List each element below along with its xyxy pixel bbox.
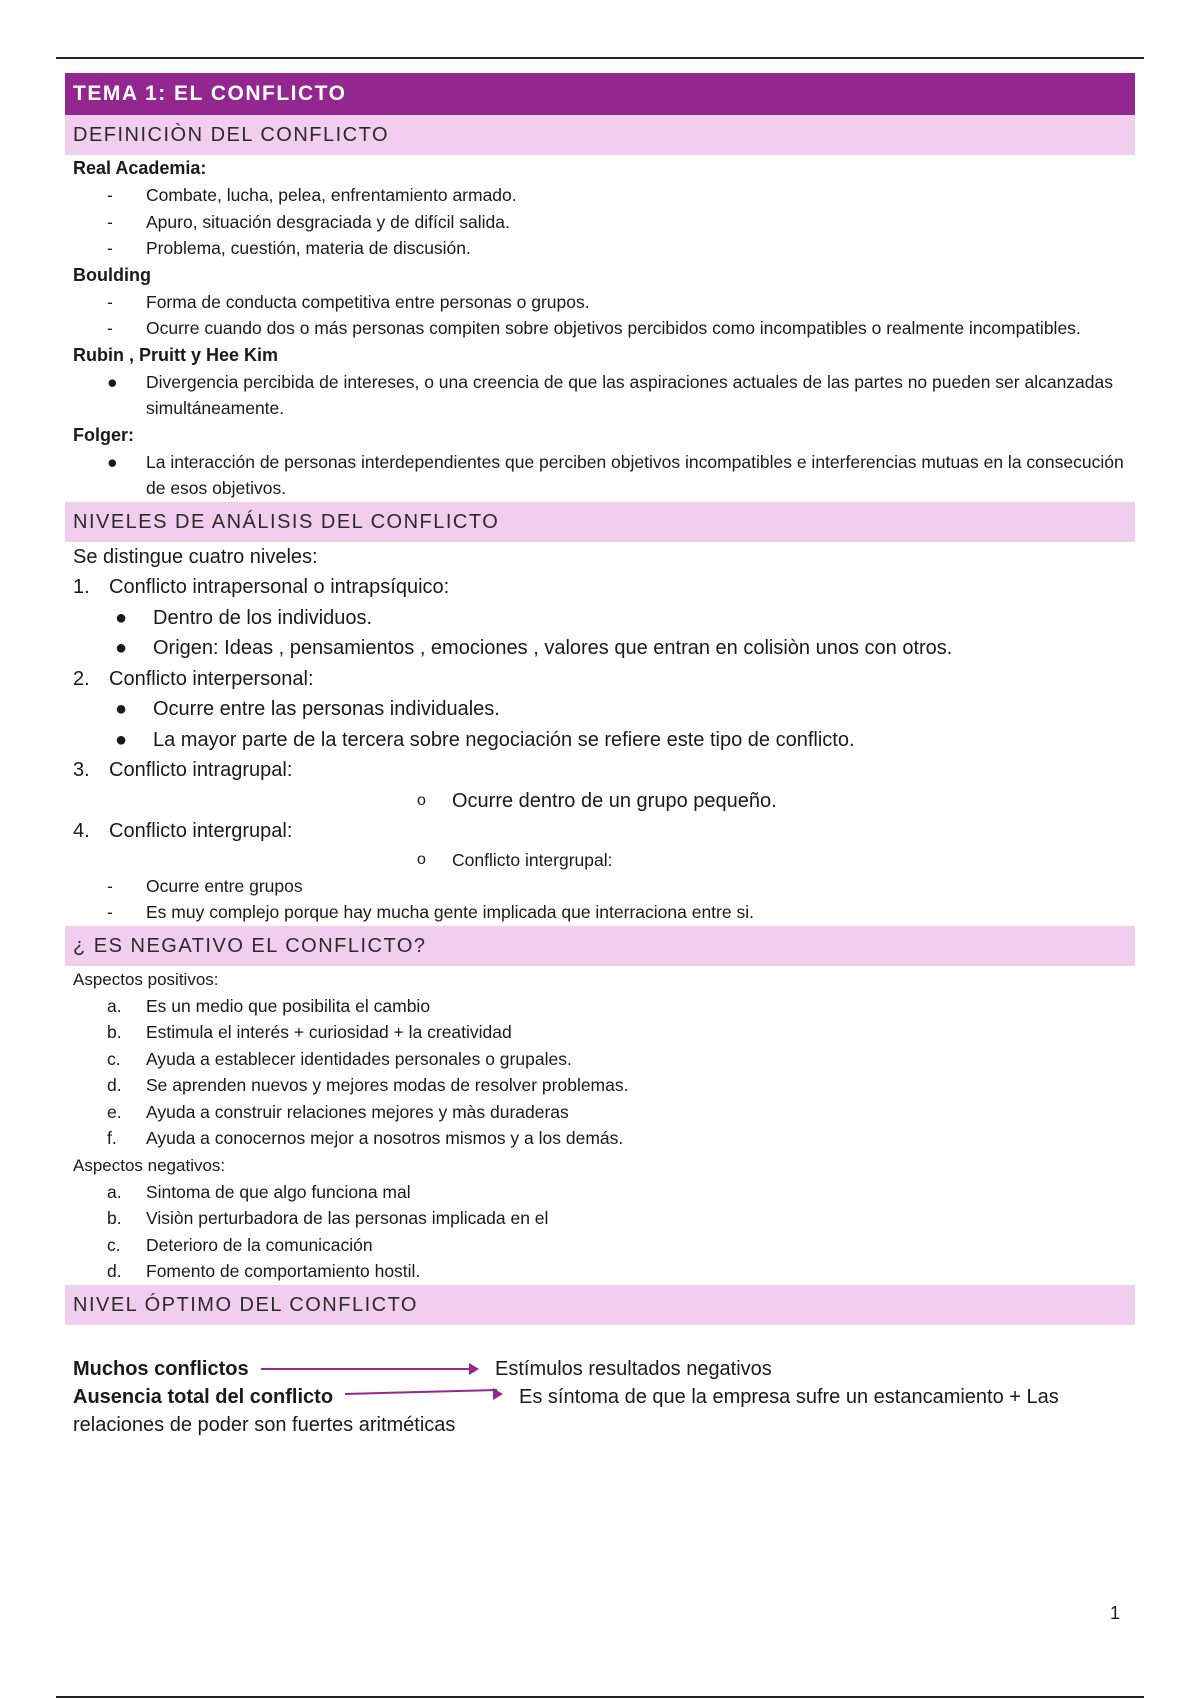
number-marker: 2.: [73, 667, 90, 690]
list-item: 1. Conflicto intrapersonal o intrapsíquico:: [65, 572, 1135, 603]
number-marker: 4.: [73, 820, 90, 842]
list-item: ● La interacción de personas interdependientes que perciben objetivos incompatibles e interferencias mutuas en la consecución de esos objetivos.: [65, 449, 1135, 502]
list-item: - Ocurre entre grupos: [65, 873, 1135, 900]
flow-left-ausencia: Ausencia total del conflicto: [73, 1385, 334, 1408]
list-rubin: [65, 369, 1135, 422]
list-item: e. Ayuda a construir relaciones mejores y màs duraderas: [65, 1099, 1135, 1126]
dash-marker: -: [107, 318, 113, 338]
list-item: ● Dentro de los individuos.: [65, 603, 1135, 634]
flow-continuation: relaciones de poder son fuertes aritméticas: [73, 1413, 456, 1436]
label-rubin: Rubin , Pruitt y Hee Kim: [73, 344, 279, 365]
dash-marker: -: [107, 875, 113, 896]
list-item: 4. Conflicto intergrupal:: [65, 816, 1135, 847]
heading-negativo: ¿ ES NEGATIVO EL CONFLICTO?: [65, 926, 1135, 966]
list-item: ● Origen: Ideas , pensamientos , emociones , valores que entran en colisiòn unos con otros.: [65, 633, 1135, 664]
bullet-marker: ●: [115, 698, 128, 720]
letter-marker: c.: [107, 1234, 121, 1255]
bullet-marker: ●: [115, 637, 128, 659]
heading-niveles: NIVELES DE ANÁLISIS DEL CONFLICTO: [65, 502, 1135, 542]
label-folger: Folger:: [73, 424, 134, 445]
bullet-marker: ●: [107, 371, 118, 392]
dash-marker: -: [107, 291, 113, 312]
letter-marker: f.: [107, 1128, 117, 1148]
list-item: ● La mayor parte de la tercera sobre negociación se refiere este tipo de conflicto.: [65, 725, 1135, 756]
number-marker: 3.: [73, 759, 90, 781]
bullet-marker: ●: [115, 728, 128, 751]
letter-marker: a.: [107, 1181, 122, 1202]
circle-marker: o: [417, 850, 426, 868]
list-item: - Es muy complejo porque hay mucha gente implicada que interraciona entre si.: [65, 899, 1135, 926]
page-number: 1: [1110, 1603, 1121, 1623]
list-item: - Ocurre cuando dos o más personas compiten sobre objetivos percibidos como incompatibles o realmente incompatibles.: [65, 315, 1135, 342]
list-item: f. Ayuda a conocernos mejor a nosotros mismos y a los demás.: [65, 1125, 1135, 1152]
list-item: 2. Conflicto interpersonal:: [65, 664, 1135, 695]
flow-left-muchos: Muchos conflictos: [73, 1357, 249, 1380]
flow-right-ausencia: Es síntoma de que la empresa sufre un estancamiento + Las: [519, 1385, 1059, 1408]
list-item: - Forma de conducta competitiva entre personas o grupos.: [65, 289, 1135, 316]
list-negativos: [65, 1179, 1135, 1285]
letter-marker: d.: [107, 1261, 122, 1281]
arrow-icon: [261, 1368, 473, 1370]
list-item: d. Fomento de comportamiento hostil.: [65, 1258, 1135, 1285]
letter-marker: b.: [107, 1022, 122, 1042]
heading-nivel-optimo: NIVEL ÓPTIMO DEL CONFLICTO: [65, 1285, 1135, 1325]
dash-marker: -: [107, 185, 113, 205]
list-item: o Ocurre dentro de un grupo pequeño.: [65, 786, 1135, 817]
bullet-marker: ●: [115, 606, 128, 629]
dash-marker: -: [107, 211, 113, 232]
list-item: ● Divergencia percibida de intereses, o una creencia de que las aspiraciones actuales de las partes no pueden ser alcanzadas simultáneamente.: [65, 369, 1135, 422]
list-item: a. Es un medio que posibilita el cambio: [65, 993, 1135, 1020]
dash-marker: -: [107, 238, 113, 258]
label-real-academia: Real Academia:: [73, 158, 207, 178]
list-item: a. Sintoma de que algo funciona mal: [65, 1179, 1135, 1206]
list-item: d. Se aprenden nuevos y mejores modas de resolver problemas.: [65, 1072, 1135, 1099]
list-item: b. Visiòn perturbadora de las personas implicada en el: [65, 1205, 1135, 1232]
letter-marker: a.: [107, 995, 122, 1016]
optimal-level-flow: [65, 1355, 1135, 1439]
flow-row-ausencia: [73, 1383, 1135, 1411]
document-page: [65, 73, 1135, 1439]
list-item: c. Deterioro de la comunicación: [65, 1232, 1135, 1259]
number-marker: 1.: [73, 576, 90, 598]
list-item: 3. Conflicto intragrupal:: [65, 755, 1135, 786]
letter-marker: e.: [107, 1101, 122, 1122]
list-item: c. Ayuda a establecer identidades personales o grupales.: [65, 1046, 1135, 1073]
arrow-icon: [345, 1393, 497, 1395]
list-item: ● Ocurre entre las personas individuales.: [65, 694, 1135, 725]
list-positivos: [65, 993, 1135, 1152]
list-intergrupal: [65, 873, 1135, 926]
top-rule: [56, 57, 1144, 59]
list-folger: [65, 449, 1135, 502]
intro-text: Se distingue cuatro niveles:: [73, 545, 318, 568]
letter-marker: d.: [107, 1075, 122, 1095]
list-item: - Combate, lucha, pelea, enfrentamiento armado.: [65, 182, 1135, 209]
list-item: o Conflicto intergrupal:: [65, 847, 1135, 873]
flow-row-muchos: [73, 1355, 1135, 1383]
label-positivos: Aspectos positivos:: [73, 969, 219, 989]
list-real-academia: [65, 182, 1135, 262]
heading-definicion: DEFINICIÒN DEL CONFLICTO: [65, 115, 1135, 155]
list-niveles: [65, 572, 1135, 873]
circle-marker: o: [417, 791, 426, 809]
letter-marker: b.: [107, 1208, 122, 1228]
list-item: b. Estimula el interés + curiosidad + la creatividad: [65, 1019, 1135, 1046]
letter-marker: c.: [107, 1048, 121, 1069]
label-boulding: Boulding: [73, 264, 151, 285]
page-title: TEMA 1: EL CONFLICTO: [65, 73, 1135, 115]
bullet-marker: ●: [107, 451, 118, 472]
list-boulding: [65, 289, 1135, 342]
label-negativos: Aspectos negativos:: [73, 1155, 226, 1175]
bottom-rule: [56, 1696, 1144, 1698]
list-item: - Problema, cuestión, materia de discusión.: [65, 235, 1135, 262]
flow-right-muchos: Estímulos resultados negativos: [495, 1357, 772, 1380]
dash-marker: -: [107, 902, 113, 922]
list-item: - Apuro, situación desgraciada y de difícil salida.: [65, 209, 1135, 236]
